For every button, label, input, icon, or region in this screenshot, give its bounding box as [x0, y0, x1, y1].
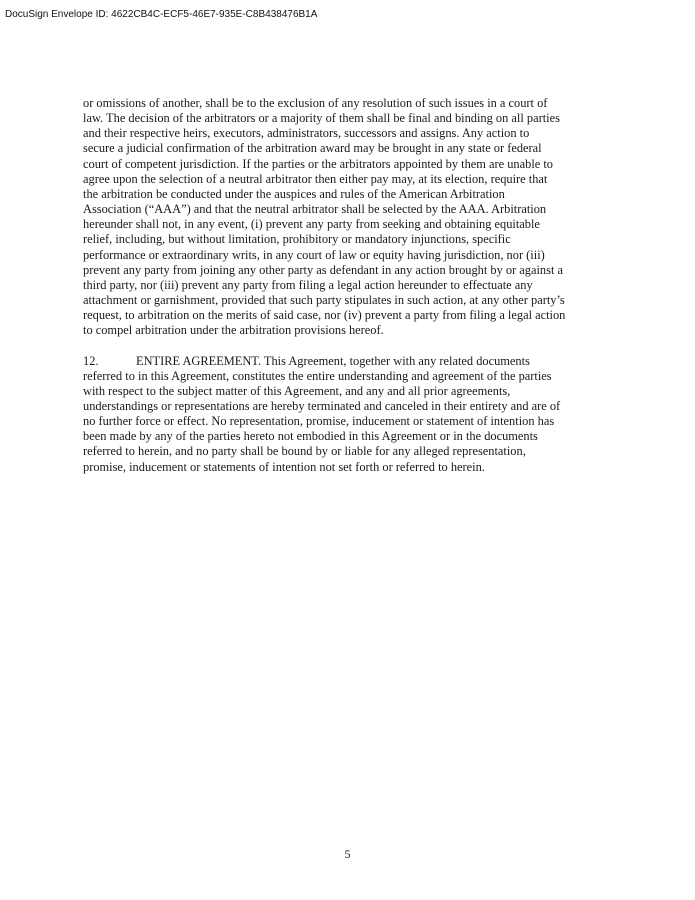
section-12-heading-line: [83, 354, 615, 369]
text-line: Association (“AAA”) and that the neutral arbitrator shall be selected by the AAA. Arbitration: [83, 202, 547, 217]
document-body: [83, 96, 615, 475]
page-number: 5: [344, 847, 351, 861]
text-line: no further force or effect. No representation, promise, inducement or statement of intention has: [83, 414, 555, 429]
text-line: law. The decision of the arbitrators or a majority of them shall be final and binding on all parties: [83, 111, 560, 126]
text-line: promise, inducement or statements of intention not set forth or referred to herein.: [83, 459, 485, 474]
section-12-entire-agreement: [83, 354, 615, 475]
text-line: referred to herein, and no party shall be bound by or liable for any alleged representation,: [83, 444, 526, 459]
text-line: hereunder shall not, in any event, (i) prevent any party from seeking and obtaining equitable: [83, 217, 540, 232]
text-line: court of competent jurisdiction. If the parties or the arbitrators appointed by them are unable to: [83, 156, 554, 171]
text-line: attachment or garnishment, provided that such party stipulates in such action, at any other party’s: [83, 293, 565, 308]
text-line: relief, including, but without limitation, prohibitory or mandatory injunctions, specific: [83, 232, 511, 247]
section-number: 12.: [83, 353, 99, 368]
text-line: performance or extraordinary writs, in any court of law or equity having jurisdiction, nor (iii): [83, 247, 545, 262]
text-line: understandings or representations are hereby terminated and canceled in their entirety and are of: [83, 398, 561, 413]
text-line: agree upon the selection of a neutral arbitrator then either pay may, at its election, require that: [83, 171, 548, 186]
text-line: or omissions of another, shall be to the exclusion of any resolution of such issues in a court of: [83, 96, 548, 110]
text-line: to compel arbitration under the arbitration provisions hereof.: [83, 323, 384, 338]
section-12-first-line: ENTIRE AGREEMENT. This Agreement, together with any related documents: [136, 353, 530, 368]
paragraph-spacer: [83, 339, 615, 354]
text-line: prevent any party from joining any other party as defendant in any action brought by or against a: [83, 262, 563, 277]
text-line: been made by any of the parties hereto not embodied in this Agreement or in the documents: [83, 429, 538, 444]
text-line: with respect to the subject matter of this Agreement, and any and all prior agreements,: [83, 383, 511, 398]
text-line: secure a judicial confirmation of the arbitration award may be brought in any state or federal: [83, 141, 542, 156]
text-line: the arbitration be conducted under the auspices and rules of the American Arbitration: [83, 186, 505, 201]
text-line: request, to arbitration on the merits of said case, nor (iv) prevent a party from filing a legal action: [83, 308, 566, 323]
text-line: and their respective heirs, executors, administrators, successors and assigns. Any action to: [83, 126, 530, 141]
text-line: referred to in this Agreement, constitutes the entire understanding and agreement of the parties: [83, 368, 552, 383]
docusign-envelope-id: DocuSign Envelope ID: 4622CB4C-ECF5-46E7-935E-C8B438476B1A: [5, 9, 318, 20]
arbitration-paragraph-continuation: [83, 96, 615, 339]
text-line: third party, nor (iii) prevent any party from filing a legal action hereunder to effectuate any: [83, 277, 533, 292]
